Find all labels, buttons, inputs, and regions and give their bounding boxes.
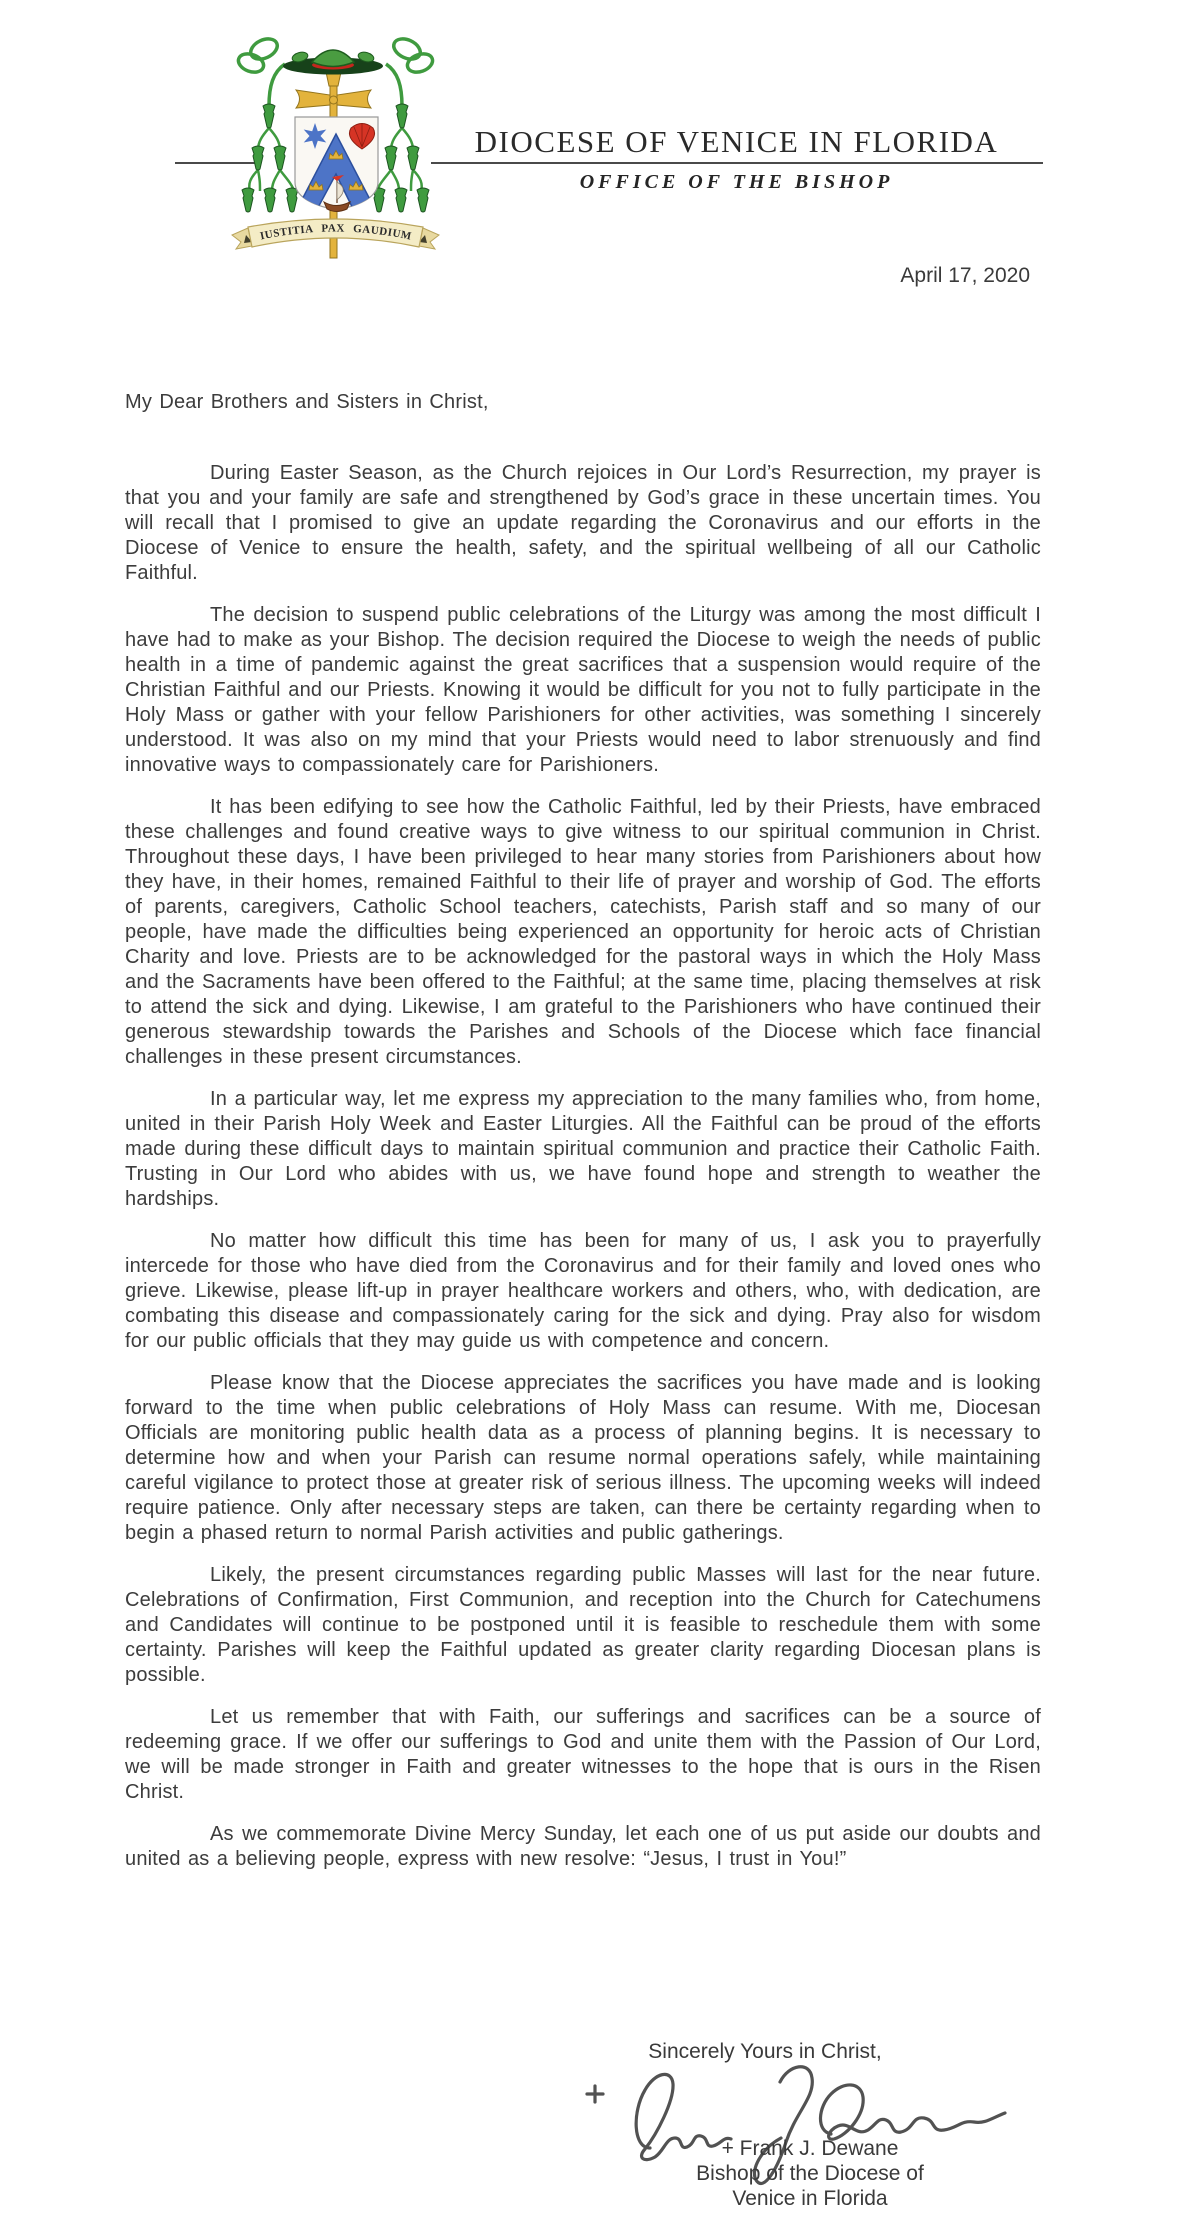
signer-name: + Frank J. Dewane bbox=[721, 2137, 899, 2160]
letter-body bbox=[125, 390, 1041, 1889]
letter-paragraph: As we commemorate Divine Mercy Sunday, let each one of us put aside our doubts and united as a believing people, express with new resolve: “Jesus, I trust in You!” bbox=[125, 1823, 1041, 1870]
bishop-coat-of-arms-icon bbox=[228, 10, 443, 260]
signature-cross-mark bbox=[587, 2086, 603, 2102]
letter-paragraph: Let us remember that with Faith, our sufferings and sacrifices can be a source of redeeming grace. If we offer our sufferings to God and unite them with the Passion of Our Lord, we will be made stronger in Faith and greater witnesses to the hope that is ours in the Risen Christ. bbox=[125, 1706, 1041, 1803]
letter-paragraph: The decision to suspend public celebrations of the Liturgy was among the most difficult I have had to make as your Bishop. The decision required the Diocese to weigh the needs of public health in a time of pandemic against the great sacrifices that a suspension would require of the Christian Faithful and our Priests. Knowing it would be difficult for you not to fully participate in the Holy Mass or gather with your fellow Parishioners for other activities, was something I sincerely understood. It was also on my mind that your Priests would need to labor strenuously and find innovative ways to compassionately care for Parishioners. bbox=[125, 604, 1041, 776]
galero-hat-icon bbox=[283, 50, 383, 75]
crest-shield bbox=[294, 117, 378, 215]
letterhead-rule-right bbox=[431, 162, 1043, 164]
letter-paragraph: It has been edifying to see how the Catholic Faithful, led by their Priests, have embraced these challenges and found creative ways to give witness to our spiritual communion in Christ. Throughout these days, I have been privileged to hear many stories from Parishioners about how they have, in their homes, remained Faithful to their life of prayer and worship of God. The efforts of parents, caregivers, Catholic School teachers, catechists, Parish staff and so many of our people, have made the difficulties being experienced an opportunity for heroic acts of Christian Charity and love. Priests are to be acknowledged for the pastoral ways in which the Holy Mass and the Sacraments have been offered to the Faithful; at the same time, placing themselves at risk to attend the sick and dying. Likewise, I am grateful to the Parishioners who have continued their generous stewardship towards the Parishes and Schools of the Diocese which face financial challenges in these present circumstances. bbox=[125, 796, 1041, 1068]
signer-block bbox=[640, 2136, 980, 2211]
letter-paragraph: Likely, the present circumstances regarding public Masses will last for the near future. Celebrations of Confirmation, First Communion, and reception into the Church for Catechumens and Candidates will continue to be postponed until it is feasible to reschedule them with some certainty. Parishes will keep the Faithful updated as greater clarity regarding Diocesan plans is possible. bbox=[125, 1564, 1041, 1686]
office-subtitle: OFFICE OF THE BISHOP bbox=[579, 171, 894, 193]
letter-paragraph: During Easter Season, as the Church rejoices in Our Lord’s Resurrection, my prayer is that you and your family are safe and strengthened by God’s grace in these uncertain times. You will recall that I promised to give an update regarding the Coronavirus and our efforts in the Diocese of Venice to ensure the health, safety, and the spiritual wellbeing of all our Catholic Faithful. bbox=[125, 462, 1041, 584]
letter-paragraph: No matter how difficult this time has been for many of us, I ask you to prayerfully intercede for those who have died from the Coronavirus and for their family and loved ones who grieve. Likewise, please lift-up in prayer healthcare workers and others, who, with dedication, are combating this disease and compassionately caring for the sick and dying. Pray also for wisdom for our public officials that they may guide us with competence and concern. bbox=[125, 1230, 1041, 1352]
signer-title-line1: Bishop of the Diocese of bbox=[696, 2162, 924, 2185]
valediction: Sincerely Yours in Christ, bbox=[648, 2040, 882, 2063]
organization-title: DIOCESE OF VENICE IN FLORIDA bbox=[474, 124, 999, 159]
letter-paragraph: In a particular way, let me express my appreciation to the many families who, from home, united in their Parish Holy Week and Easter Liturgies. All the Faithful can be proud of the efforts made during these difficult days to maintain spiritual communion and practice their Catholic Faith. Trusting in Our Lord who abides with us, we have found hope and strength to weather the hardships. bbox=[125, 1088, 1041, 1210]
letter-paragraph: Please know that the Diocese appreciates the sacrifices you have made and is looking forward to the time when public celebrations of Holy Mass can resume. With me, Diocesan Officials are monitoring public health data as a process of planning begins. It is necessary to determine how and when your Parish can resume normal operations safely, while maintaining careful vigilance to protect those at greater risk of serious illness. The upcoming weeks will indeed require patience. Only after necessary steps are taken, can there be certainty regarding when to begin a phased return to normal Parish activities and public gatherings. bbox=[125, 1372, 1041, 1544]
crest-motto: IUSTITIA PAX GAUDIUM bbox=[258, 222, 413, 243]
signer-title-line2: Venice in Florida bbox=[732, 2187, 888, 2210]
salutation: My Dear Brothers and Sisters in Christ, bbox=[125, 391, 489, 413]
letter-date: April 17, 2020 bbox=[900, 264, 1030, 287]
